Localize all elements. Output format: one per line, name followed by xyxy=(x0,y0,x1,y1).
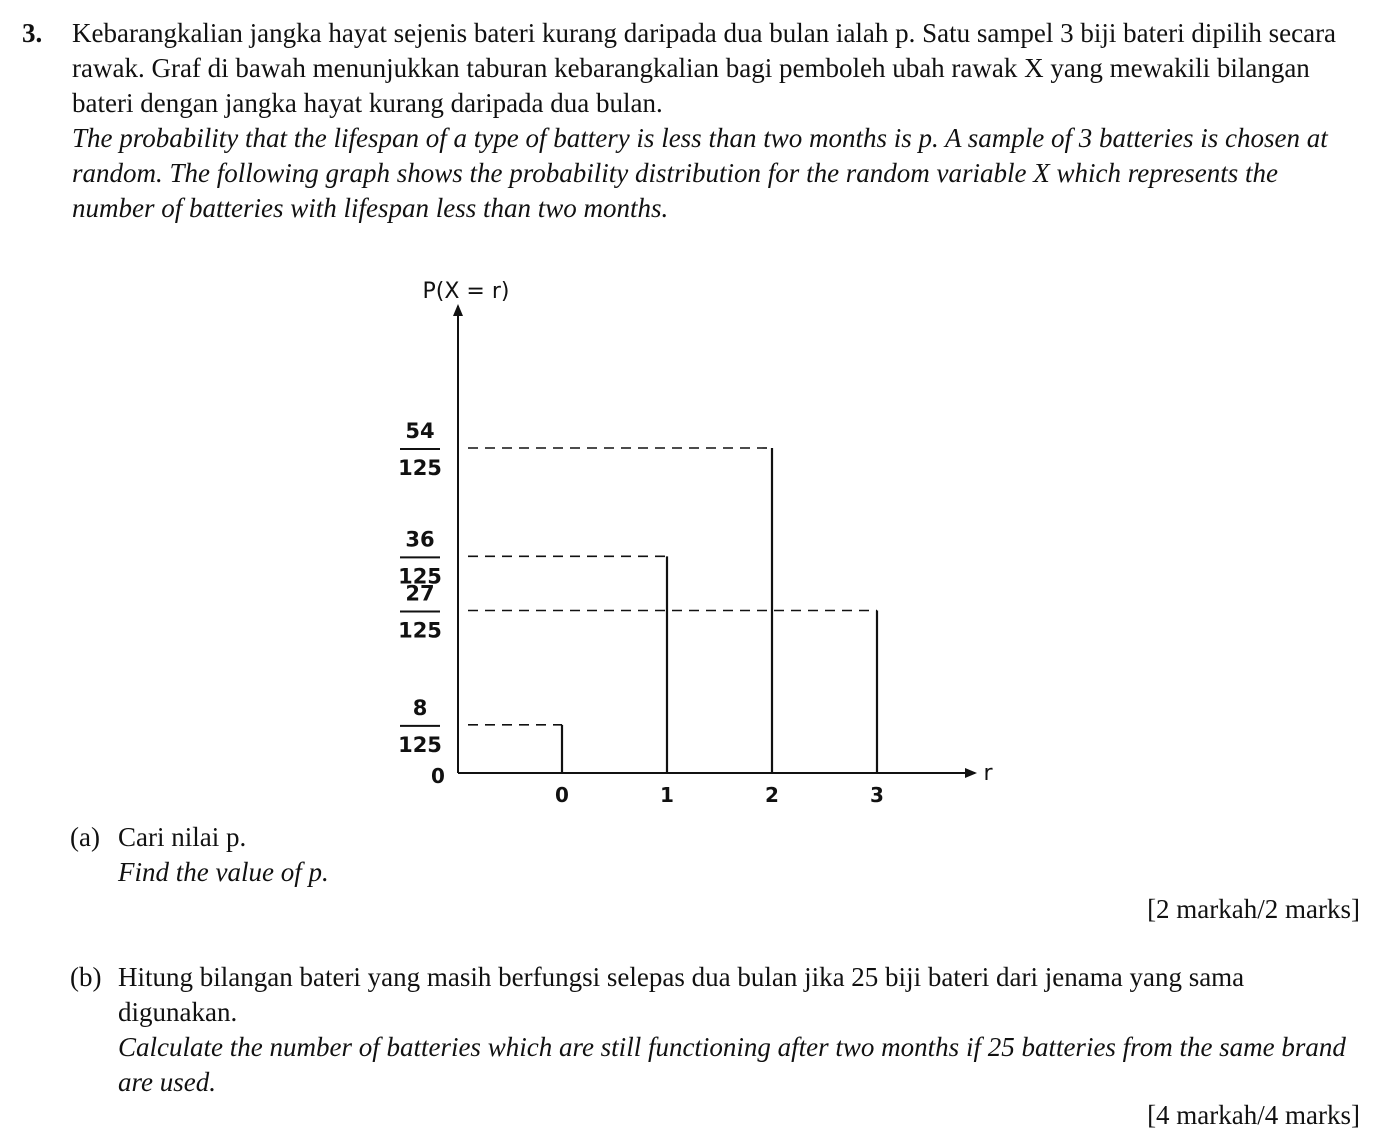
question-stem xyxy=(72,16,1362,226)
stem-malay: Kebarangkalian jangka hayat sejenis bateri kurang daripada dua bulan ialah p. Satu sampel 3 biji bateri dipilih secara rawak. Graf di bawah menunjukkan taburan kebarangkalian bagi pemboleh ubah rawak X yang mewakili bilangan bateri dengan jangka hayat kurang daripada dua bulan. xyxy=(72,18,1337,118)
x-axis-title: r xyxy=(983,761,993,786)
y-tick-numerator: 54 xyxy=(405,419,435,443)
x-tick-label-2: 2 xyxy=(765,783,779,807)
x-tick-label-3: 3 xyxy=(870,783,884,807)
part-b-label: (b) xyxy=(70,962,102,992)
part-a-english: Find the value of p. xyxy=(118,857,329,887)
stem-english: The probability that the lifespan of a type of battery is less than two months is p. A sample of 3 batteries is chosen at random. The following graph shows the probability distribution for the random variable X which represents the number of batteries with lifespan less than two months. xyxy=(72,123,1328,223)
part-b-marks: [4 markah/4 marks] xyxy=(1147,1100,1360,1130)
y-tick-fraction-8-over-125 xyxy=(398,696,442,757)
y-tick-denominator: 125 xyxy=(398,456,442,480)
y-tick-numerator: 36 xyxy=(405,527,435,552)
part-b xyxy=(0,960,1384,1135)
origin-label: 0 xyxy=(431,764,445,788)
y-tick-denominator: 125 xyxy=(398,564,442,589)
y-tick-denominator: 125 xyxy=(398,732,442,757)
y-tick-numerator: 8 xyxy=(412,695,428,720)
part-a-label: (a) xyxy=(70,822,100,852)
y-tick-numerator: 27 xyxy=(405,581,435,606)
question-number: 3. xyxy=(22,18,43,48)
part-b-malay: Hitung bilangan bateri yang masih berfungsi selepas dua bulan jika 25 biji bateri dari jenama yang sama digunakan. xyxy=(118,962,1245,1027)
x-tick-label-1: 1 xyxy=(660,783,674,807)
part-b-english: Calculate the number of batteries which are still functioning after two months if 25 batteries from the same brand are used. xyxy=(118,1032,1346,1097)
part-a-marks: [2 markah/2 marks] xyxy=(1147,894,1360,924)
y-tick-fraction-27-over-125 xyxy=(398,582,442,643)
y-tick-denominator: 125 xyxy=(398,618,442,643)
y-axis-title: P(X = r) xyxy=(422,279,510,304)
y-tick-fraction-54-over-125 xyxy=(398,419,442,480)
part-a-malay: Cari nilai p. xyxy=(118,822,247,852)
probability-distribution-chart xyxy=(380,268,1020,813)
part-a xyxy=(0,820,1384,930)
y-tick-fraction-36-over-125 xyxy=(398,527,442,588)
x-tick-label-0: 0 xyxy=(555,783,569,807)
